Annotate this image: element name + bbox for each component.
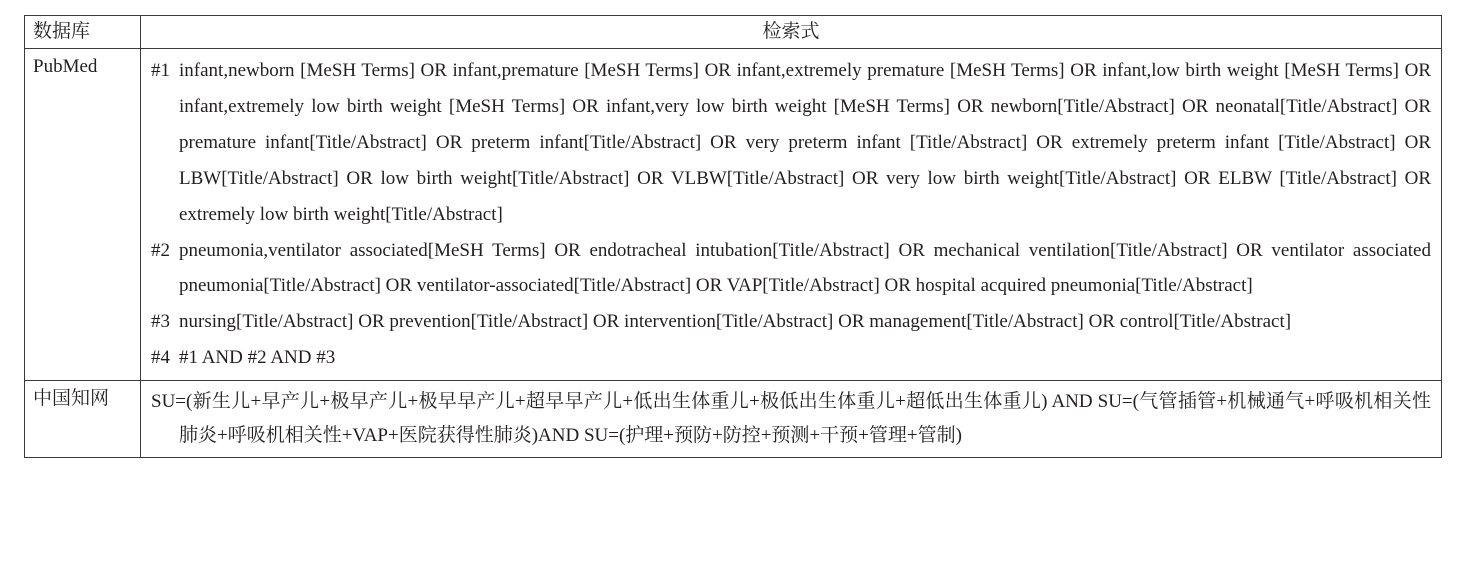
query-tag: #3 [151, 311, 170, 333]
query-cell-pubmed [141, 49, 1442, 381]
header-database: 数据库 [25, 16, 141, 49]
query-tag: #1 [151, 60, 170, 81]
query-item-2 [151, 233, 1431, 305]
query-item-4 [151, 340, 1431, 376]
table-row-pubmed [25, 49, 1442, 381]
query-text: infant,newborn [MeSH Terms] OR infant,premature [MeSH Terms] OR infant,extremely premature [MeSH Terms] OR infant,low birth weight [MeSH Terms] OR infant,extremely low birth weight [MeSH Terms] OR infant,very low birth weight [MeSH Terms] OR newborn[Title/Abstract] OR neonatal[Title/Abstract] OR premature infant[Title/Abstract] OR preterm infant[Title/Abstract] OR very preterm infant [Title/Abstract] OR extremely preterm infant [Title/Abstract] OR LBW[Title/Abstract] OR low birth weight[Title/Abstract] OR VLBW[Title/Abstract] OR very low birth weight[Title/Abstract] OR ELBW [Title/Abstract] OR extremely low birth weight[Title/Abstract] [179, 60, 1431, 225]
query-text: nursing[Title/Abstract] OR prevention[Title/Abstract] OR intervention[Title/Abstract] OR management[Title/Abstract] OR control[Title/Abstract] [179, 311, 1292, 333]
search-strategy-table [24, 15, 1442, 458]
query-tag: #2 [151, 239, 170, 261]
query-tag: #4 [151, 347, 170, 369]
table-row-cnki [25, 381, 1442, 458]
query-item-1 [151, 53, 1431, 233]
query-text: #1 AND #2 AND #3 [179, 347, 336, 369]
database-cell-cnki: 中国知网 [25, 381, 141, 458]
query-text: pneumonia,ventilator associated[MeSH Terms] OR endotracheal intubation[Title/Abstract] OR mechanical ventilation[Title/Abstract] OR ventilator associated pneumonia[Title/Abstract] OR ventilator-associated[Title/Abstract] OR VAP[Title/Abstract] OR hospital acquired pneumonia[Title/Abstract] [179, 239, 1431, 297]
header-row [25, 16, 1442, 49]
query-item-3 [151, 304, 1431, 340]
database-cell-pubmed: PubMed [25, 49, 141, 381]
header-query: 检索式 [141, 16, 1442, 49]
query-cell-cnki [141, 381, 1442, 458]
query-text-cnki: SU=(新生儿+早产儿+极早产儿+极早早产儿+超早早产儿+低出生体重儿+极低出生体重儿+超低出生体重儿) AND SU=(气管插管+机械通气+呼吸机相关性肺炎+呼吸机相关性+VAP+医院获得性肺炎)AND SU=(护理+预防+防控+预测+干预+管理+管制) [151, 391, 1431, 447]
